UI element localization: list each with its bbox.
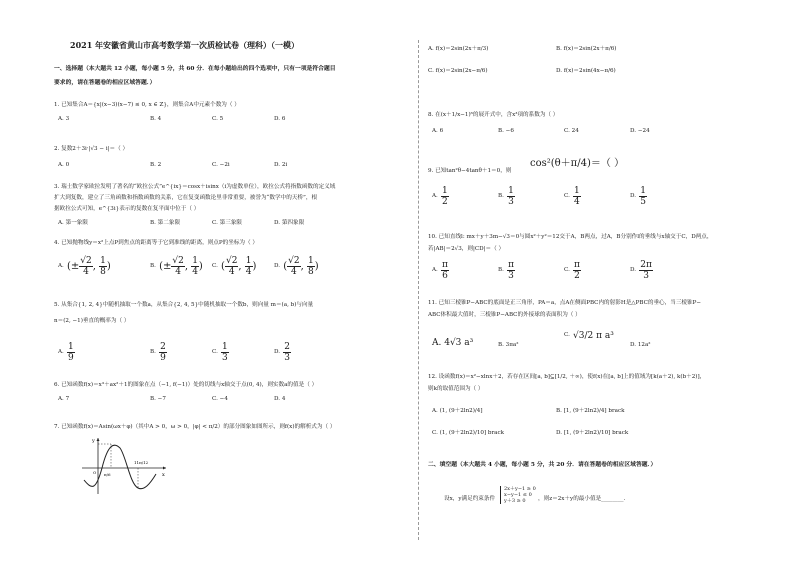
q7-opt-a: A. f(x)＝2sin(2x＋π/3) — [428, 46, 489, 52]
q7-opt-d: D. f(x)＝2sin(4x−π/6) — [556, 68, 616, 74]
q2-opt-a: A. 0 — [58, 162, 70, 168]
section2-heading: 二、填空题（本大题共 4 小题，每小题 5 分，共 20 分．请在答题卷的相应区域答题．） — [428, 462, 657, 468]
q1-opt-b: B. 4 — [150, 116, 162, 122]
q3-line3: 据欧拉公式可知，e^{3i}表示的复数在复平面中位于（ ） — [54, 206, 200, 212]
q7-opt-c: C. f(x)＝2sin(2x−π/6) — [428, 68, 488, 74]
q6-opt-d: D. 4 — [274, 396, 286, 402]
q5-opt-c: C. $\frac{1}{3}$ — [212, 342, 228, 363]
sine-curve — [84, 445, 156, 489]
q5-text1: 5. 从集合{1, 2, 4}中随机抽取一个数a，从集合{2, 4, 5}中随机抽取一个数b，则向量 m＝(a, b)与向量 — [54, 302, 314, 308]
q6-opt-a: A. 7 — [58, 396, 70, 402]
section1-heading-line2: 要求的，请在答题卷的相应区域答题．） — [54, 80, 156, 86]
graph-y-label: y — [92, 438, 95, 444]
q1-opt-d: D. 6 — [274, 116, 286, 122]
q13-constraint-1: 2x＋y−1 ≥ 0 — [504, 486, 536, 492]
q11-line2: ABC体积最大值时，三棱锥P−ABC的外接球的表面积为（ ） — [428, 312, 581, 318]
q3-opt-d: D. 第四象限 — [274, 220, 305, 226]
q9-text: 9. 已知tan²θ−4tanθ＋1＝0，则 — [428, 168, 512, 174]
q10-line2: 若|AB|＝2√3，则|CD|＝（ ） — [428, 246, 505, 252]
q11-opt-c: C. √3/2 π a³ — [564, 331, 614, 341]
q13-constraint-system — [500, 486, 536, 504]
q12-line2: 则k的取值范围为（ ） — [428, 386, 484, 392]
q12-opt-a: A. (1, (9＋2ln2)/4] — [432, 408, 483, 414]
q10-opt-c: C. $\frac{\pi}{2}$ — [564, 260, 580, 281]
q5-opt-d: D. $\frac{2}{3}$ — [274, 342, 290, 363]
q9-opt-b: B. $\frac{1}{3}$ — [498, 186, 514, 207]
q9-expr: cos²(θ＋π/4)＝（ ） — [530, 158, 625, 169]
graph-tick-2: 11π/12 — [134, 460, 149, 465]
q5-opt-b: B. $\frac{2}{9}$ — [150, 342, 166, 363]
q3-opt-a: A. 第一象限 — [58, 220, 88, 226]
q7-text: 7. 已知函数f(x)＝Asin(ωx＋φ)（其中A > 0，ω > 0，|φ| < π/2）的部分图象如图所示，则f(x)的解析式为（ ） — [54, 424, 336, 430]
q8-opt-d: D. −24 — [630, 128, 650, 134]
q4-text: 4. 已知抛物线y＝x²上点P到焦点的距离等于它到准线的距离，则点P的坐标为（ ） — [54, 240, 258, 246]
q4-opt-c: C. ( $\frac{√2}{4}$ , $\frac{1}{4}$ ) — [212, 256, 257, 277]
q10-opt-a: A. $\frac{\pi}{6}$ — [432, 260, 448, 281]
q12-opt-b: B. [1, (9＋2ln2)/4] brack — [556, 408, 625, 414]
q8-opt-a: A. 6 — [432, 128, 444, 134]
q3-line2: 扩大到复数，建立了三角函数和指数函数的关系，它在复变函数论里非常重要，被誉为“数学中的天桥”，根 — [54, 195, 318, 201]
q13-constraint-3: y＋3 ≥ 0 — [504, 498, 526, 504]
q4-opt-d: D. ( $\frac{√2}{4}$ , $\frac{1}{8}$ ) — [274, 256, 319, 277]
page-title: 2021 年安徽省黄山市高考数学第一次质检试卷（理科）（一模） — [70, 40, 300, 50]
q2-opt-b: B. 2 — [150, 162, 162, 168]
q13-tail: ，则z＝2x＋y的最小值是________. — [538, 496, 626, 502]
q6-opt-c: C. −4 — [212, 396, 228, 402]
q13-text: 设x，y满足约束条件 — [444, 496, 496, 502]
q11-opt-d: D. 12a² — [630, 342, 651, 348]
q5-opt-a: A. $\frac{1}{9}$ — [58, 342, 74, 363]
q5-text2: n＝(2, −1)垂直的概率为（ ） — [54, 318, 130, 324]
q11-line1: 11. 已知三棱锥P−ABC的底面是正三角形，PA＝a，点A在侧面PBC内的射影H是△PBC的垂心，当三棱锥P− — [428, 300, 702, 306]
q8-text: 8. 在(x＋1/x−1)⁶的展开式中，含x³项的系数为（ ） — [428, 112, 559, 118]
q2-opt-c: C. −2i — [212, 162, 230, 168]
q3-line1: 3. 瑞士数学家欧拉发明了著名的“欧拉公式”e^{ix}＝cosx＋isinx（i为虚数单位），欧拉公式将指数函数的定义域 — [54, 184, 336, 190]
q11-opt-a: A. 4√3 a³ — [432, 338, 474, 348]
q10-line1: 10. 已知直线l: mx＋y＋3m−√3＝0与圆x²＋y²＝12交于A，B两点，过A，B分别作l的垂线与x轴交于C，D两点， — [428, 234, 713, 240]
q13-constraint-2: x−y−1 ≤ 0 — [504, 492, 532, 498]
q1-opt-c: C. 5 — [212, 116, 224, 122]
q12-line1: 12. 设函数f(x)＝x²−xlnx＋2，若存在区间[a, b]⊆[1/2, ＋∞)，使f(x)在[a, b]上的值域为[k(a＋2), k(b＋2)]， — [428, 374, 706, 380]
q4-opt-a: A. (± $\frac{√2}{4}$ , $\frac{1}{8}$ ) — [58, 256, 111, 277]
graph-tick-1: π/6 — [104, 472, 111, 477]
q2-text: 2. 复数2＋3i·|√3 − i|＝（ ） — [54, 146, 129, 152]
q8-opt-c: C. 24 — [564, 128, 579, 134]
q11-opt-b: B. 3πa² — [498, 342, 519, 348]
q3-opt-b: B. 第二象限 — [150, 220, 181, 226]
q12-opt-d: D. [1, (9＋2ln2)/10] brack — [556, 430, 629, 436]
q12-opt-c: C. (1, (9＋2ln2)/10] brack — [432, 430, 505, 436]
graph-x-label: x — [162, 472, 165, 478]
q6-opt-b: B. −7 — [150, 396, 166, 402]
q10-opt-b: B. $\frac{\pi}{3}$ — [498, 260, 514, 281]
q2-opt-d: D. 2i — [274, 162, 288, 168]
q4-opt-b: B. (± $\frac{√2}{4}$ , $\frac{1}{4}$ ) — [150, 256, 203, 277]
section1-heading: 一、选择题（本大题共 12 小题，每小题 5 分，共 60 分．在每小题给出的四个选项中，只有一项是符合题目 — [54, 66, 336, 72]
q9-opt-c: C. $\frac{1}{4}$ — [564, 186, 580, 207]
q8-opt-b: B. −6 — [498, 128, 514, 134]
q9-opt-d: D. $\frac{1}{5}$ — [630, 186, 646, 207]
q7-opt-b: B. f(x)＝2sin(2x＋π/6) — [556, 46, 617, 52]
q7-sine-graph — [78, 436, 168, 496]
q10-opt-d: D. $\frac{2\pi}{3}$ — [630, 260, 652, 281]
q1-text: 1. 已知集合A＝{x|(x−3)(x−7) ≤ 0, x ∈ Z}，则集合A中元素个数为（ ） — [54, 102, 240, 108]
graph-origin: O — [93, 470, 97, 475]
q3-opt-c: C. 第三象限 — [212, 220, 243, 226]
column-divider — [418, 40, 419, 540]
q1-opt-a: A. 3 — [58, 116, 70, 122]
q9-opt-a: A. $\frac{1}{2}$ — [432, 186, 448, 207]
q6-text: 6. 已知函数f(x)＝x³＋ax²＋1的图象在点（−1, f(−1)）处的切线与x轴交于点(0, 4)，则实数a的值是（ ） — [54, 382, 318, 388]
